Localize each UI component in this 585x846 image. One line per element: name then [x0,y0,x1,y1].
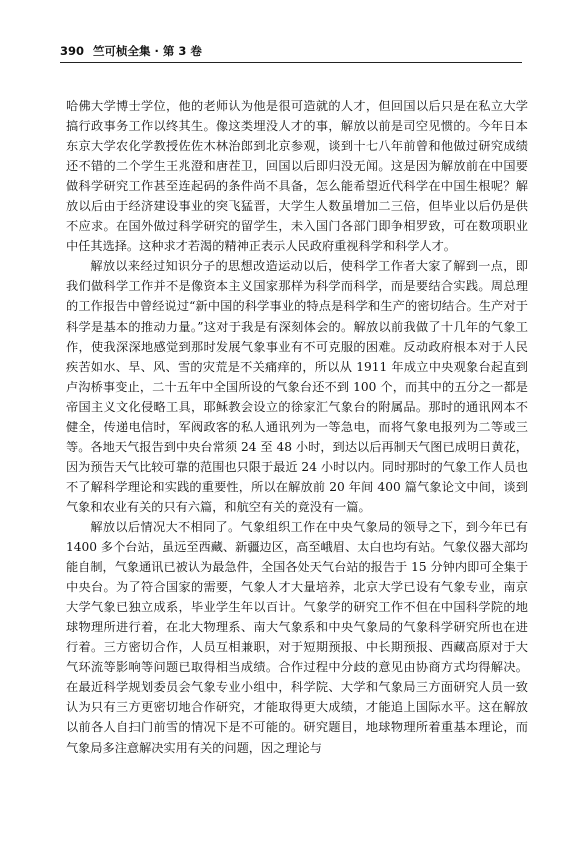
paragraph-after-liberation: 解放以后情况大不相同了。气象组织工作在中央气象局的领导之下，到今年已有 1400 多个台站，虽远至西藏、新疆边区，高至峨眉、太白也均有站。气象仪器大部均能自制，气象通讯已被认为最急件，全国各处天气台站的报告于 15 分钟内即可全集于中央台。为了符合国家的需要，气象人才大量培养，北京大学已设有气象专业，南京大学气象已独立成系，毕业学生年以百计。气象学的研究工作不但在中国科学院的地球物理所进行着，在北大物理系、南大气象系和中央气象局的气象科学研究所也在进行着。三方密切合作，人员互相兼职，对于短期预报、中长期预报、西藏高原对于大气环流等影响等问题已取得相当成绩。合作过程中分歧的意见由协商方式均得解决。在最近科学规划委员会气象专业小组中，科学院、大学和气象局三方面研究人员一致认为只有三方更密切地合作研究，才能取得更大成绩，才能追上国际水平。这在解放以前各人自扫门前雪的情况下是不可能的。研究题目，地球物理所着重基本理论，而气象局多注意解决实用有关的问题，因之理论与 [66,519,529,755]
body-text [66,96,528,758]
paragraph-continued: 哈佛大学博士学位，他的老师认为他是很可造就的人才，但回国以后只是在私立大学搞行政事务工作以终其生。像这类埋没人才的事，解放以前是司空见惯的。今年日本东京大学农化学教授佐佐木林治郎到北京参观，谈到十七八年前曾和他做过研究成绩还不错的二个学生王兆澄和唐茬卫，回国以后即归没无闻。这是因为解放前在中国要做科学研究工作甚至连起码的条件尚不具备，怎么能希望近代科学在中国生根呢？解放以后由于经济建设事业的突飞猛晋，大学生人数虽增加二三倍，但毕业以后仍是供不应求。在国外做过科学研究的留学生，未入国门各部门即争相罗致，可在数项职业中任其选择。这种求才若渴的精神正表示人民政府重视科学和科学人才。 [66,99,528,254]
page-number: 390 [60,44,85,58]
running-header [60,42,520,64]
header-rule [60,62,522,63]
book-title: 竺可桢全集 · 第 3 卷 [93,44,202,58]
paragraph-knowledge-reform: 解放以来经过知识分子的思想改造运动以后，使科学工作者大家了解到一点，即我们做科学工作并不是像资本主义国家那样为科学而科学，而是要结合实践。周总理的工作报告中曾经说过“新中国的科学事业的特点是科学和生产的密切结合。生产对于科学是基本的推动力量。”这对于我是有深刻体会的。解放以前我做了十几年的气象工作，使我深深地感觉到那时发展气象事业有不可克服的困难。反动政府根本对于人民疾苦如水、旱、风、雪的灾荒是不关痛痒的，所以从 1911 年成立中央观象台起直到卢沟桥事变止，二十五年中全国所设的气象台还不到 100 个，而其中的五分之一都是帝国主义文化侵略工具，耶稣教会设立的徐家汇气象台的附属品。那时的通讯网本不健全，传递电信时，军阀政客的私人通讯列为一等急电，而将气象电报列为二等或三等。各地天气报告到中央台常须 24 至 48 小时，到达以后再制天气图已成明日黄花，因为预告天气比较可靠的范围也只限于最近 24 小时以内。同时那时的气象工作人员也不了解科学理论和实践的重要性，所以在解放前 20 年间 400 篇气象论文中间，谈到气象和农业有关的只有六篇，和航空有关的竟没有一篇。 [66,259,529,514]
